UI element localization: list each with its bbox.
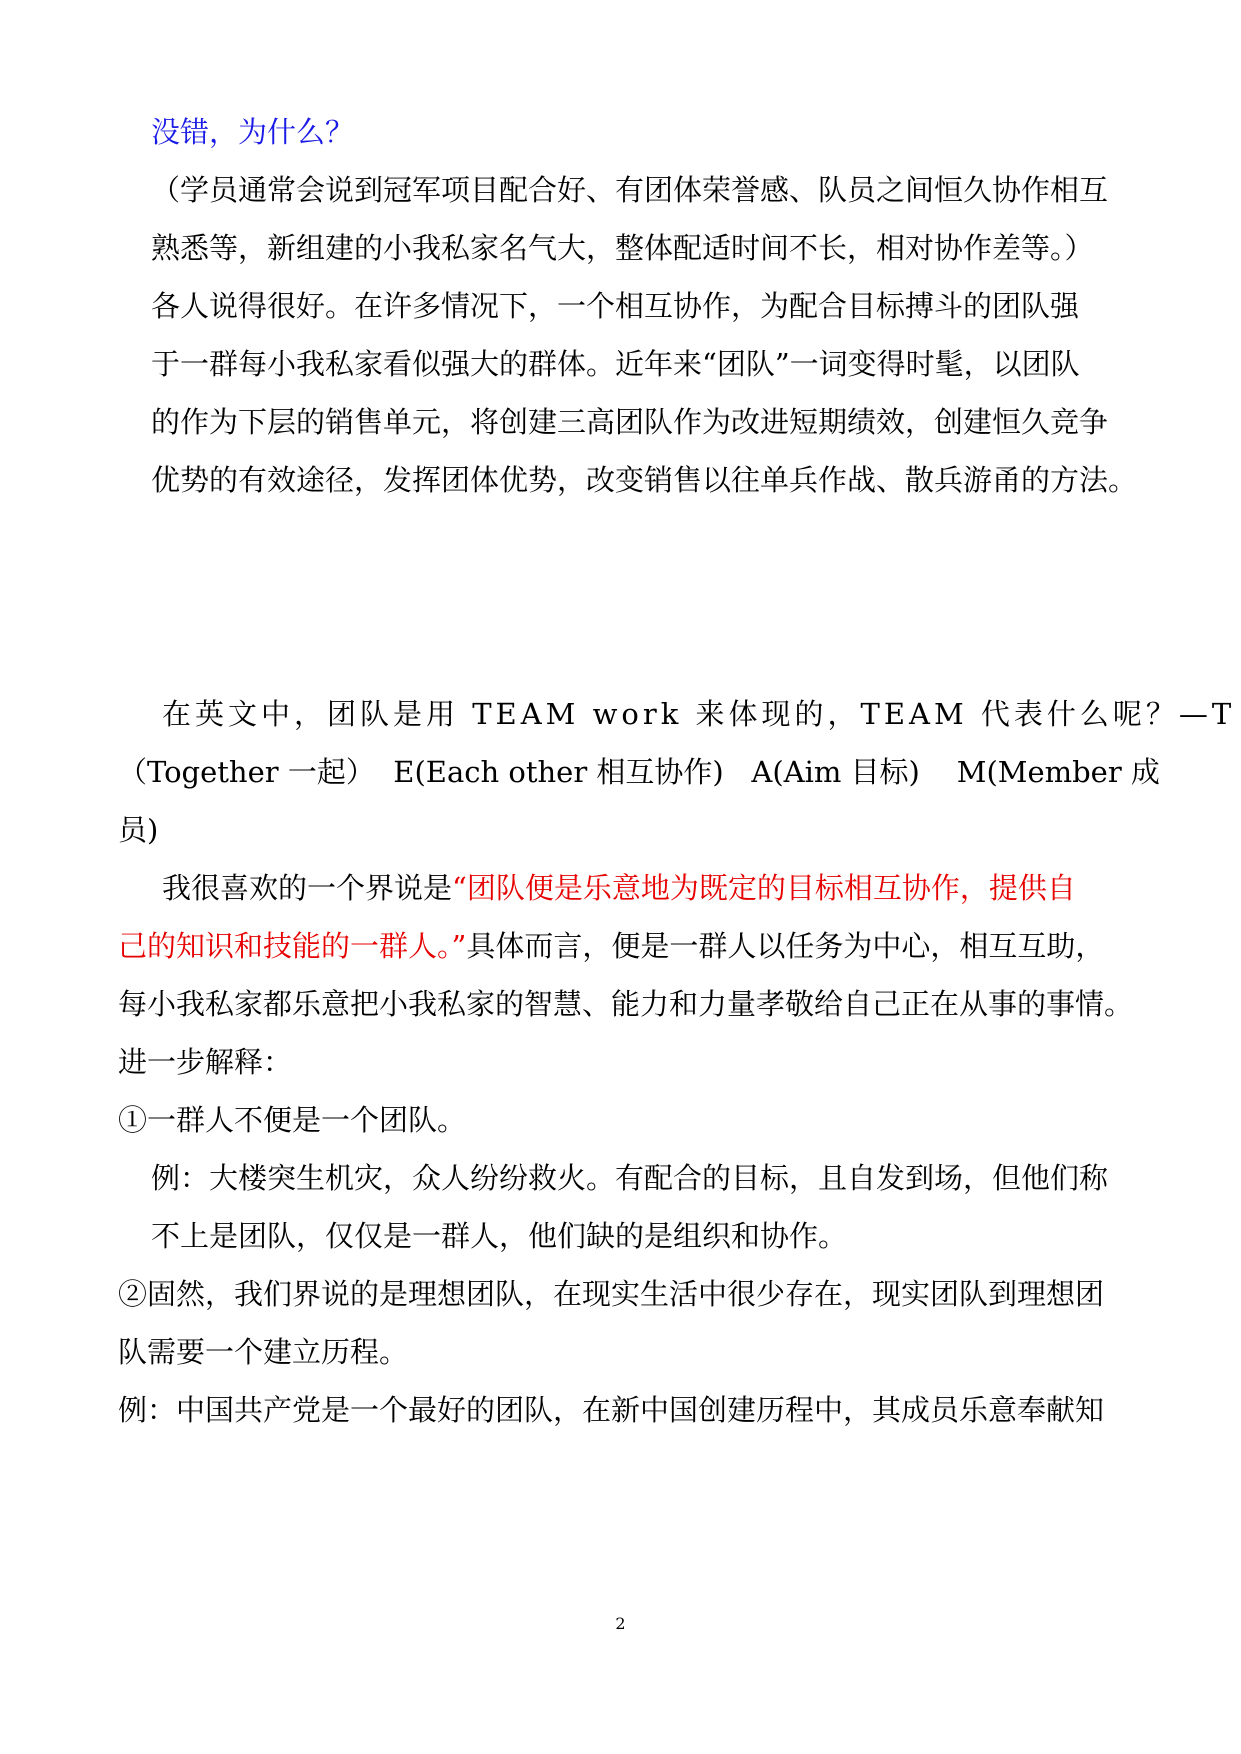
definition-explain: 具体而言，便是一群人以任务为中心，相互互助， [466,929,1105,963]
definition-intro: 我很喜欢的一个界说是 [162,871,453,905]
text-line: 在英文中，团队是用 TEAM work 来体现的，TEAM 代表什么呢？—T [162,697,1236,731]
text-line: 各人说得很好。在许多情况下，一个相互协作，为配合目标搏斗的团队强 [151,289,1080,323]
text-line: （学员通常会说到冠军项目配合好、有团体荣誉感、队员之间恒久协作相互 [151,173,1109,207]
list-item: ②固然，我们界说的是理想团队，在现实生活中很少存在，现实团队到理想团 [118,1277,1105,1311]
text-line: 每小我私家都乐意把小我私家的智慧、能力和力量孝敬给自己正在从事的事情。 [118,987,1134,1021]
definition-line [162,868,1076,908]
text-line: 熟悉等，新组建的小我私家名气大，整体配适时间不长，相对协作差等。） [151,231,1094,265]
text-line: 没错，为什么？ [151,115,355,149]
list-item: ①一群人不便是一个团队。 [118,1103,467,1137]
text-line: 例：大楼突生机灾，众人纷纷救火。有配合的目标，且自发到场，但他们称 [151,1161,1109,1195]
text-line: 进一步解释： [118,1045,293,1079]
text-line: 不上是团队，仅仅是一群人，他们缺的是组织和协作。 [151,1219,848,1253]
page-number: 2 [615,1614,626,1633]
definition-line [118,926,1104,966]
text-line: 员) [118,813,159,847]
text-line: 例：中国共产党是一个最好的团队，在新中国创建历程中，其成员乐意奉献知 [118,1393,1105,1427]
definition-quote: 己的知识和技能的一群人。” [118,929,467,963]
text-line: 的作为下层的销售单元，将创建三高团队作为改进短期绩效，创建恒久竞争 [151,405,1109,439]
text-line: 优势的有效途径，发挥团体优势，改变销售以往单兵作战、散兵游甬的方法。 [151,463,1138,497]
definition-quote: “团队便是乐意地为既定的目标相互协作，提供自 [452,871,1076,905]
text-line: 于一群每小我私家看似强大的群体。近年来“团队”一词变得时髦，以团队 [151,347,1080,381]
text-line: 队需要一个建立历程。 [118,1335,409,1369]
text-line: （Together 一起） E(Each other 相互协作) A(Aim 目标) M(Member 成 [118,755,1160,789]
